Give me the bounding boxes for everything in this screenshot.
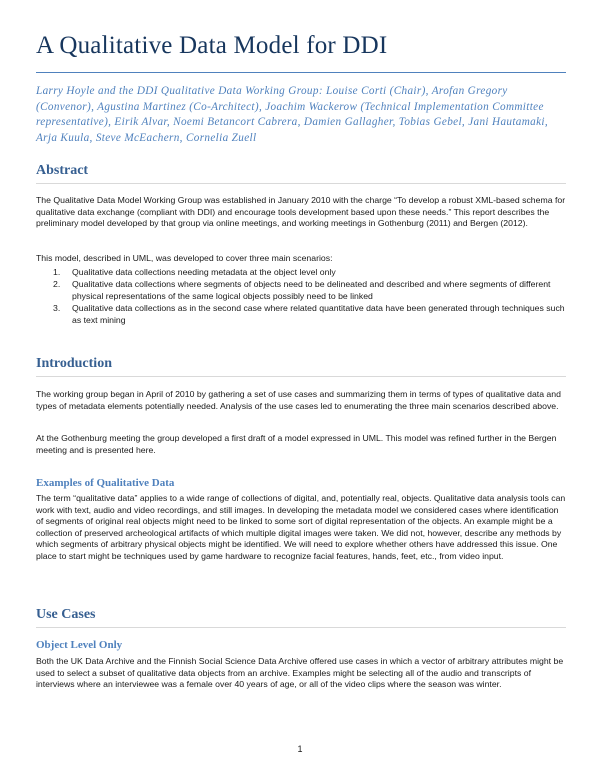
list-item-number: 3. (53, 302, 61, 313)
introduction-paragraph-1: The working group began in April of 2010 by gathering a set of use cases and summarizing them in terms of types of qualitative data and types of metadata elements potentially needed. Analysis of the use cases led to enumerating the three main scenarios described above. (36, 389, 561, 411)
page-number: 1 (297, 744, 303, 754)
scenario-list (36, 267, 566, 327)
author-list: Larry Hoyle and the DDI Qualitative Data Working Group: Louise Corti (Chair), Arofan Gregory (Convenor), Agustina Martinez (Co-Architect), Joachim Wackerow (Technical Implementation Committee representative), Eirik Alvar, Noemi Betancort Cabrera, Damien Gallagher, Tobias Gebel, Jani Hautamaki, Arja Kuula, Steve McEachern, Cornelia Zuell (36, 85, 549, 144)
list-item-text: Qualitative data collections needing metadata at the object level only (72, 267, 336, 277)
introduction-heading: Introduction (36, 356, 112, 371)
list-item-text: Qualitative data collections as in the second case where related quantitative data have been generated through techniques such as text mining (72, 302, 565, 325)
list-item (36, 267, 566, 279)
document-title: A Qualitative Data Model for DDI (36, 32, 388, 59)
abstract-paragraph-2: This model, described in UML, was developed to cover three main scenarios: (36, 253, 333, 263)
list-item-text: Qualitative data collections where segments of objects need to be delineated and described and where segments of different physical representations of the same logical objects possibly need to be linked (72, 279, 551, 301)
introduction-heading-rule (36, 376, 566, 377)
abstract-paragraph-1: The Qualitative Data Model Working Group was established in January 2010 with the charge “To develop a robust XML-based schema for qualitative data exchange (compliant with DDI) and encourage tools development based upon these needs.” This report describes the preliminary model developed by that group via online meetings, and working meetings in Gothenburg (2011) and Bergen (2012). (36, 195, 566, 229)
use-cases-heading: Use Cases (36, 607, 96, 622)
list-item (36, 303, 566, 326)
introduction-paragraph-3: The term “qualitative data” applies to a wide range of collections of digital, and, potentially real, objects. Qualitative data analysis tools can work with text, audio and video recordings, and still images. In developing the metadata model we considered cases where identification of segments of original real objects might need to be linked to some sort of digital representation of the objects. An example might be a collection of preserved archeological artifacts of which multiple digital images were taken. We did not, however, describe any methods by which segments of arbitrary physical objects might be identified. We will need to explore whether others have addressed this issue. One place to start might be techniques used by game hardware to recognize facial features, hands, feet, etc., from video input. (36, 493, 566, 561)
title-underline (36, 72, 566, 73)
list-item (36, 279, 566, 302)
list-item-number: 2. (53, 279, 61, 290)
abstract-heading-rule (36, 183, 566, 184)
introduction-paragraph-2: At the Gothenburg meeting the group developed a first draft of a model expressed in UML. This model was refined further in the Bergen meeting and is presented here. (36, 433, 557, 455)
examples-subheading: Examples of Qualitative Data (36, 477, 175, 489)
use-cases-paragraph-1: Both the UK Data Archive and the Finnish Social Science Data Archive offered use cases in which a vector of arbitrary attributes might be used to select a subset of qualitative data objects from an archive. Examples might be selecting all of the audio and transcripts of interviews where an interviewee was a female over 40 years of age, or all of the video clips where the season was winter. (36, 656, 564, 690)
use-cases-heading-rule (36, 627, 566, 628)
abstract-heading: Abstract (36, 163, 89, 178)
list-item-number: 1. (53, 267, 61, 277)
object-level-subheading: Object Level Only (36, 639, 123, 651)
